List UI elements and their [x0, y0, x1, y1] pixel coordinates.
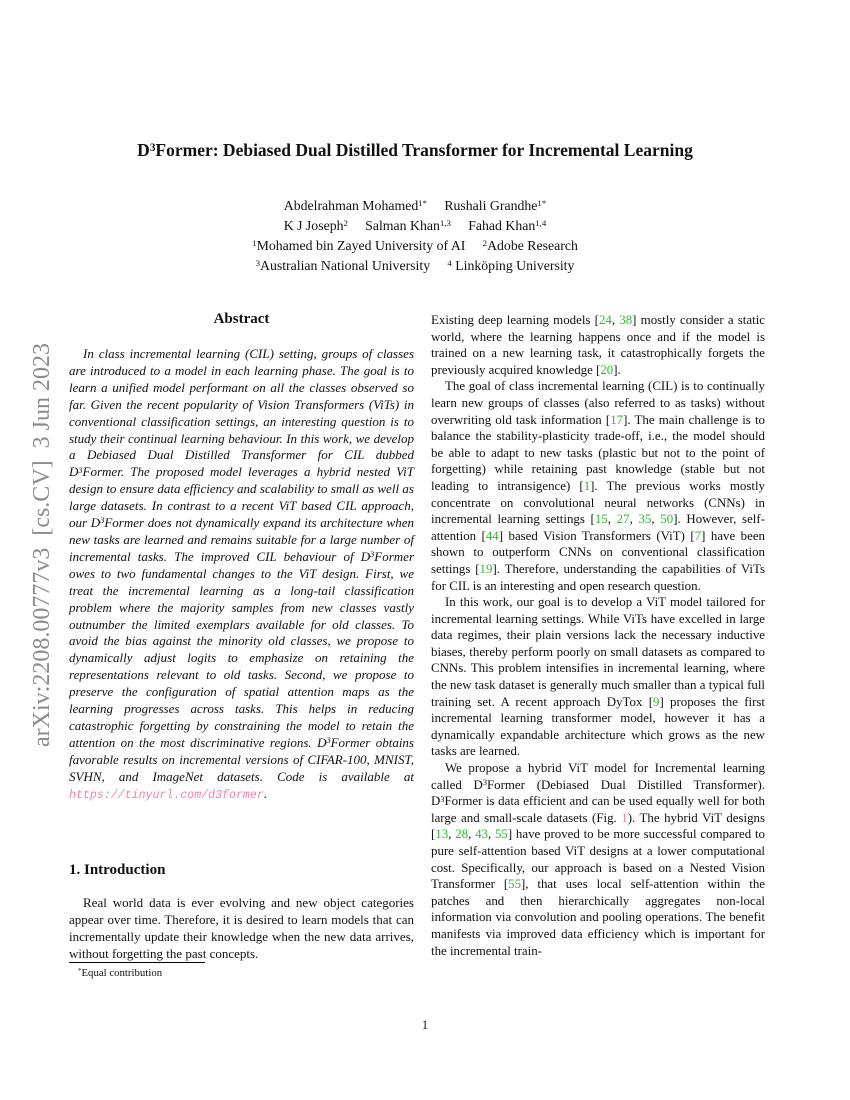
- text-run: ]. However, self-attention [: [431, 512, 765, 543]
- citation-ref[interactable]: 13: [435, 827, 449, 842]
- figure-ref[interactable]: 1: [621, 810, 628, 825]
- affiliation-line: [60, 236, 770, 256]
- text-run: ,: [651, 512, 661, 527]
- text-run: ,: [629, 512, 639, 527]
- citation-ref[interactable]: 44: [485, 528, 499, 543]
- abstract-text: [69, 346, 414, 804]
- text-run: Australian National University: [259, 258, 431, 273]
- superscript: 3: [100, 516, 105, 526]
- text-run: Former. The proposed model leverages a hybrid nested ViT design to ensure data efficiency and scalability to small as well as large datasets. In contrast to a recent ViT based CIL approach, our D: [69, 464, 414, 531]
- text-run: Rushali Grandhe: [444, 198, 538, 213]
- superscript: 3: [482, 777, 487, 787]
- text-run: D: [137, 140, 150, 160]
- text-run: ] mostly consider a static world, where the learning happens once and if the model is trained on a new learning task, it catastrophically forgets the previously acquired knowledge [: [431, 313, 765, 377]
- text-run: Mohamed bin Zayed University of AI: [256, 238, 466, 253]
- text-run: ,: [487, 827, 495, 842]
- text-run: In class incremental learning (CIL) setting, groups of classes are introduced to a model in each learning phase. The goal is to learn a unified model performant on all the classes observed so far. Given the recent popularity of Vision Transformers (ViTs) in conventional classification settings, an interesting question is to study their continual learning behaviour. In this work, we develop a Debiased Dual Distilled Transformer for CIL dubbed D: [69, 346, 414, 480]
- citation-ref[interactable]: 38: [619, 313, 633, 327]
- citation-ref[interactable]: 50: [660, 512, 674, 527]
- superscript: *: [78, 967, 82, 975]
- text-run: Equal contribution: [81, 967, 163, 979]
- citation-ref[interactable]: 15: [594, 512, 608, 527]
- text-run: Former (Debiased Dual Distilled Transformer). D: [431, 777, 765, 809]
- text-run: ].: [613, 362, 621, 377]
- superscript: 1,3: [439, 218, 451, 229]
- code-link[interactable]: https://tinyurl.com/d3former: [69, 788, 264, 802]
- citation-ref[interactable]: 43: [475, 827, 488, 842]
- text-run: Former is data efficient and can be used equally well for both large and small-scale datasets (Fig.: [431, 794, 765, 825]
- text-run: ]. The previous works mostly concentrate on convolutional neural networks (CNNs) in incremental learning settings [: [431, 478, 765, 527]
- text-run: Adobe Research: [487, 238, 578, 253]
- right-column: [431, 312, 765, 959]
- citation-ref[interactable]: 1: [583, 478, 591, 493]
- text-run: ]. The main challenge is to balance the stability-plasticity trade-off, i.e., the model should be able to adapt to new tasks (plastic but not to the point of forgetting) while retaining past knowledge (stable but not leading to intransigence) [: [431, 412, 765, 493]
- citation-ref[interactable]: 9: [652, 694, 660, 709]
- text-run: Linköping University: [451, 258, 575, 273]
- body-paragraph-4: [431, 760, 765, 959]
- citation-ref[interactable]: 20: [600, 362, 614, 377]
- text-run: Existing deep learning models [: [431, 313, 599, 327]
- footnote-equal-contribution: [69, 966, 414, 980]
- text-run: [430, 258, 447, 273]
- author-line: [60, 216, 770, 236]
- footnote-rule: [69, 962, 205, 963]
- author-block: [60, 196, 770, 276]
- text-run: Fahad Khan: [468, 218, 536, 233]
- text-run: Salman Khan: [365, 218, 440, 233]
- section-heading-introduction: 1. Introduction: [69, 862, 166, 878]
- superscript: 1*: [537, 198, 547, 209]
- text-run: ,: [607, 512, 617, 527]
- affiliation-line: [60, 256, 770, 276]
- text-run: Former obtains favorable results on incremental versions of CIFAR-100, MNIST, SVHN, and ImageNet datasets. Code is available at: [69, 734, 414, 784]
- text-run: ,: [468, 827, 476, 842]
- text-run: ] have been shown to outperform CNNs on conventional classification settings [: [431, 528, 765, 576]
- text-run: In this work, our goal is to develop a ViT model tailored for incremental learning settings. While ViTs have excelled in large data regimes, their plain versions lack the necessary inductive biases, thereby perform poorly on small datasets as compared to CNNs. This problem intensifies in incremental learning, where the new task dataset is generally much smaller than a typical full training set. A recent approach DyTox [: [431, 595, 765, 709]
- superscript: 3: [440, 794, 445, 804]
- text-run: We propose a hybrid ViT model for Incremental learning called D: [431, 761, 765, 792]
- superscript: 1,4: [535, 218, 547, 229]
- abstract-heading: Abstract: [213, 311, 270, 327]
- text-run: Former does not dynamically expand its architecture when new tasks are learned and remains suitable for a large number of incremental tasks. The improved CIL behaviour of D: [69, 515, 414, 564]
- text-run: Former owes to two fundamental changes to the ViT design. First, we treat the incremental learning as a long-tail classification problem where the majority samples from new classes vastly outnumber the limited exemplars available for old classes. To avoid the bias against the minority old classes, we propose to dynamically adjust logits to emphasize on retaining the representations relevant to old tasks. Second, we propose to preserve the configuration of spatial attention maps as the learning progresses across tasks. This helps in reducing catastrophic forgetting by constraining the model to retain the attention on the most discriminative regions. D: [69, 548, 414, 750]
- superscript: 3: [370, 550, 375, 560]
- page-number: 1: [421, 1018, 429, 1032]
- citation-ref[interactable]: 55: [508, 877, 522, 892]
- superscript: 1: [252, 238, 257, 249]
- superscript: 3: [78, 465, 83, 475]
- citation-ref[interactable]: 55: [494, 827, 508, 842]
- footnote: [69, 962, 414, 980]
- text-run: .: [263, 785, 268, 801]
- body-paragraph-1: [431, 312, 765, 378]
- text-run: Former: Debiased Dual Distilled Transformer for Incremental Learning: [155, 140, 693, 160]
- text-run: ] proposes the first incremental learning transformer model, however it has a dynamically expandable architecture which grows as the new tasks are learned.: [431, 694, 765, 759]
- text-run: [465, 238, 482, 253]
- intro-paragraph: [69, 894, 414, 962]
- superscript: 2: [343, 218, 348, 229]
- superscript: 3: [326, 736, 331, 746]
- text-run: ], that uses local self-attention within the patches and then hierarchically aggregates non-local information via convolution and pooling operations. The benefit manifests via improved data efficiency which is important for the incremental train-: [431, 877, 765, 958]
- body-paragraph-2: [431, 378, 765, 594]
- text-run: ]. Therefore, understanding the capabilities of ViTs for CIL is an interesting and open research question.: [431, 561, 765, 593]
- text-run: K J Joseph: [283, 218, 344, 233]
- superscript: 4: [447, 258, 452, 269]
- text-run: ). The hybrid ViT designs [: [431, 810, 765, 842]
- paper-title: [60, 138, 770, 162]
- superscript: 3: [255, 258, 260, 269]
- text-run: ,: [448, 827, 456, 842]
- text-run: ] based Vision Transformers (ViT) [: [498, 528, 695, 543]
- text-run: [348, 218, 365, 233]
- citation-ref[interactable]: 35: [638, 512, 652, 527]
- text-run: [427, 198, 444, 213]
- body-paragraph-3: [431, 594, 765, 760]
- citation-ref[interactable]: 27: [616, 512, 630, 527]
- citation-ref[interactable]: 17: [610, 412, 624, 427]
- text-run: [451, 218, 468, 233]
- citation-ref[interactable]: 19: [479, 561, 493, 576]
- text-run: ,: [611, 313, 620, 327]
- citation-ref[interactable]: 7: [694, 528, 702, 543]
- text-run: ] have proved to be more successful compared to pure self-attention based ViT designs at a lower computational cost. Specifically, our approach is based on a Nested Vision Transformer [: [431, 827, 765, 892]
- citation-ref[interactable]: 24: [598, 313, 612, 327]
- text-run: Real world data is ever evolving and new object categories appear over time. Therefore, it is desired to learn models that can incrementally update their knowledge when the new data arrives, without forgetting the past concepts.: [69, 895, 414, 961]
- text-run: The goal of class incremental learning (CIL) is to continually learn new groups of classes (also referred to as tasks) without overwriting old task information [: [431, 379, 765, 427]
- superscript: 1*: [418, 198, 428, 209]
- superscript: 3: [149, 141, 156, 154]
- superscript: 2: [482, 238, 488, 249]
- citation-ref[interactable]: 28: [455, 827, 469, 842]
- author-line: [60, 196, 770, 216]
- arxiv-watermark: arXiv:2208.00777v3 [cs.CV] 3 Jun 2023: [29, 343, 55, 747]
- text-run: Abdelrahman Mohamed: [283, 198, 419, 213]
